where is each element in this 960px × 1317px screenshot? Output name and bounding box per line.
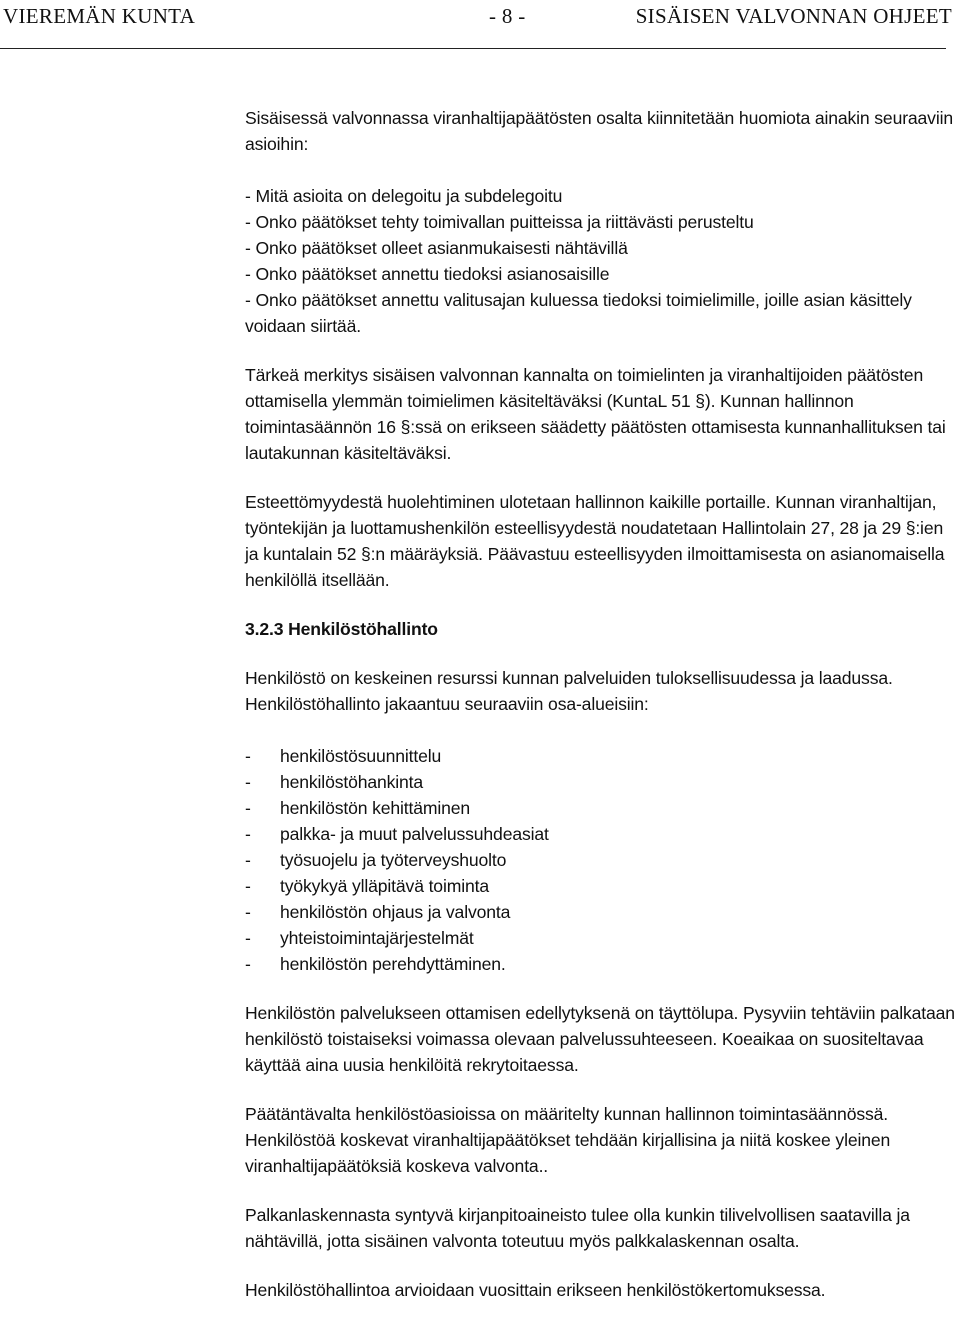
list-item-text: yhteistoimintajärjestelmät bbox=[280, 928, 474, 948]
list-item bbox=[245, 873, 957, 899]
section-heading: 3.2.3 Henkilöstöhallinto bbox=[245, 619, 438, 639]
list-item bbox=[245, 743, 957, 769]
list-item bbox=[245, 951, 957, 977]
list-item-text: työkykyä ylläpitävä toiminta bbox=[280, 876, 489, 896]
list-dash: - bbox=[245, 928, 251, 948]
checklist-item: - Mitä asioita on delegoitu ja subdelegoitu bbox=[245, 186, 563, 206]
list-item bbox=[245, 769, 957, 795]
header-rule bbox=[0, 48, 946, 49]
list-dash: - bbox=[245, 798, 251, 818]
page-body bbox=[245, 105, 957, 1303]
hr-intro-paragraph: Henkilöstö on keskeinen resurssi kunnan palveluiden tuloksellisuudessa ja laadussa. Henkilöstöhallinto jakaantuu seuraaviin osa-alueisiin: bbox=[245, 668, 893, 714]
list-item-text: työsuojelu ja työterveyshuolto bbox=[280, 850, 507, 870]
list-item bbox=[245, 821, 957, 847]
list-item bbox=[245, 847, 957, 873]
list-item-text: palkka- ja muut palvelussuhdeasiat bbox=[280, 824, 549, 844]
list-item bbox=[245, 795, 957, 821]
authority-paragraph: Päätäntävalta henkilöstöasioissa on määritelty kunnan hallinnon toimintasäännössä. Henkilöstöä koskevat viranhaltijapäätökset tehdään kirjallisina ja niitä koskee yleinen viranhaltijapäätöksiä koskeva valvonta.. bbox=[245, 1104, 891, 1176]
importance-paragraph: Tärkeä merkitys sisäisen valvonnan kannalta on toimielinten ja viranhaltijoiden päätösten ottamisella ylemmän toimielimen käsiteltäväksi (KuntaL 51 §). Kunnan hallinnon toimintasäännön 16 §:ssä on erikseen säädetty päätösten ottamisesta kunnanhallituksen tai lautakunnan käsiteltäväksi. bbox=[245, 365, 946, 463]
list-item bbox=[245, 899, 957, 925]
list-dash: - bbox=[245, 850, 251, 870]
list-dash: - bbox=[245, 746, 251, 766]
checklist bbox=[245, 183, 957, 339]
hiring-paragraph: Henkilöstön palvelukseen ottamisen edellytyksenä on täyttölupa. Pysyviin tehtäviin palkataan henkilöstö toistaiseksi voimassa olevaan palvelussuhteeseen. Koeaikaa on suositeltavaa käyttää aina uusia henkilöitä rekrytoitaessa. bbox=[245, 1003, 955, 1075]
checklist-item: - Onko päätökset annettu tiedoksi asianosaisille bbox=[245, 264, 610, 284]
evaluation-paragraph: Henkilöstöhallintoa arvioidaan vuosittain erikseen henkilöstökertomuksessa. bbox=[245, 1280, 826, 1300]
list-dash: - bbox=[245, 876, 251, 896]
page-header bbox=[0, 0, 960, 52]
checklist-item: - Onko päätökset annettu valitusajan kuluessa tiedoksi toimielimille, joille asian käsittely voidaan siirtää. bbox=[245, 290, 912, 336]
list-dash: - bbox=[245, 902, 251, 922]
list-dash: - bbox=[245, 824, 251, 844]
header-document-title: SISÄISEN VALVONNAN OHJEET bbox=[635, 4, 952, 28]
intro-paragraph: Sisäisessä valvonnassa viranhaltijapäätösten osalta kiinnitetään huomiota ainakin seuraaviin asioihin: bbox=[245, 108, 953, 154]
hr-areas-list bbox=[245, 743, 957, 977]
list-item-text: henkilöstön kehittäminen bbox=[280, 798, 471, 818]
list-item-text: henkilöstön ohjaus ja valvonta bbox=[280, 902, 511, 922]
list-item-text: henkilöstösuunnittelu bbox=[280, 746, 442, 766]
list-item-text: henkilöstöhankinta bbox=[280, 772, 424, 792]
header-page-number: - 8 - bbox=[489, 4, 526, 28]
list-item-text: henkilöstön perehdyttäminen. bbox=[280, 954, 506, 974]
checklist-item: - Onko päätökset tehty toimivallan puitteissa ja riittävästi perusteltu bbox=[245, 212, 754, 232]
header-municipality: VIEREMÄN KUNTA bbox=[3, 4, 196, 28]
list-item bbox=[245, 925, 957, 951]
payroll-paragraph: Palkanlaskennasta syntyvä kirjanpitoaineisto tulee olla kunkin tilivelvollisen saatavilla ja nähtävillä, jotta sisäinen valvonta toteutuu myös palkkalaskennan osalta. bbox=[245, 1205, 910, 1251]
list-dash: - bbox=[245, 772, 251, 792]
checklist-item: - Onko päätökset olleet asianmukaisesti nähtävillä bbox=[245, 238, 628, 258]
list-dash: - bbox=[245, 954, 251, 974]
disqualification-paragraph: Esteettömyydestä huolehtiminen ulotetaan hallinnon kaikille portaille. Kunnan viranhaltijan, työntekijän ja luottamushenkilön esteellisyydestä noudatetaan Hallintolain 27, 28 ja 29 §:ien ja kuntalain 52 §:n määräyksiä. Päävastuu esteellisyyden ilmoittamisesta on asianomaisella henkilöllä itsellään. bbox=[245, 492, 945, 590]
